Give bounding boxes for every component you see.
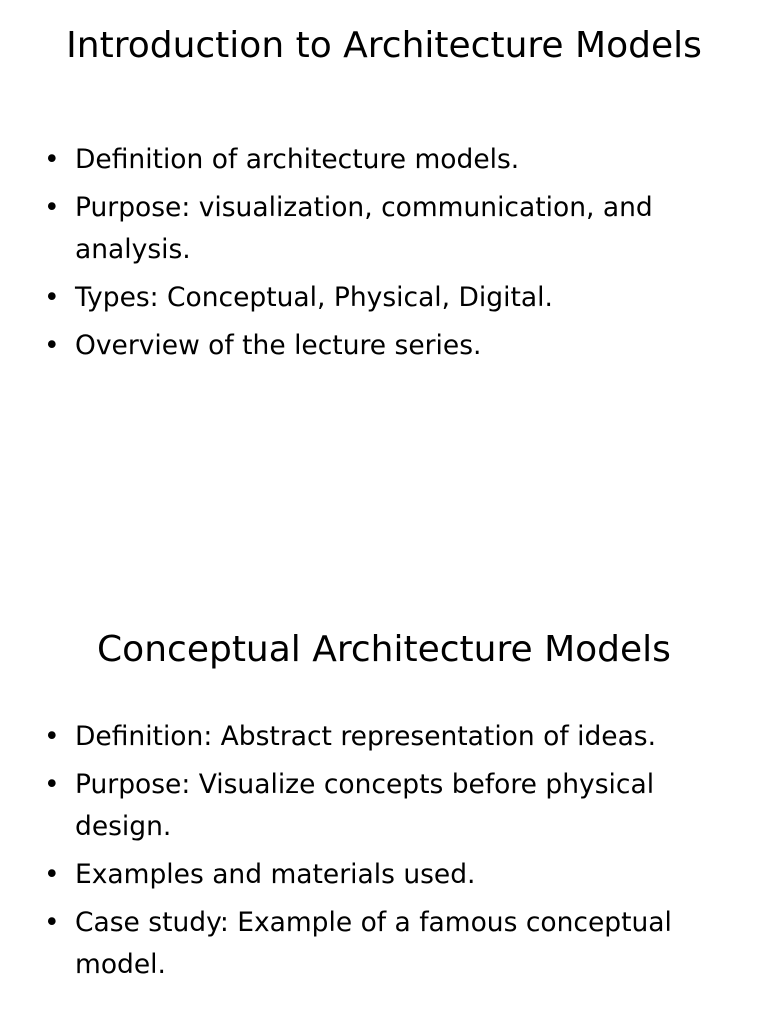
bullet-text: Overview of the lecture series.: [75, 330, 482, 361]
slide-2-title: Conceptual Architecture Models: [97, 629, 671, 670]
bullet-icon: •: [44, 144, 60, 175]
slide-2-bullet-2: [44, 764, 734, 848]
slide-2-bullet-1: [44, 716, 734, 758]
bullet-icon: •: [44, 192, 60, 223]
bullet-icon: •: [44, 859, 60, 890]
bullet-icon: •: [44, 769, 60, 800]
bullet-text: Types: Conceptual, Physical, Digital.: [75, 282, 553, 313]
bullet-icon: •: [44, 907, 60, 938]
bullet-icon: •: [44, 282, 60, 313]
slide-1-bullet-list: [44, 139, 734, 373]
bullet-text: Purpose: Visualize concepts before physical design.: [75, 769, 655, 842]
slide-1-bullet-1: [44, 139, 734, 181]
bullet-icon: •: [44, 721, 60, 752]
slide-1-bullet-3: [44, 277, 734, 319]
bullet-text: Purpose: visualization, communication, and analysis.: [75, 192, 653, 265]
bullet-icon: •: [44, 330, 60, 361]
slide-1-bullet-2: [44, 187, 734, 271]
slide-1-bullet-4: [44, 325, 734, 367]
slide-2-bullet-4: [44, 902, 734, 986]
slide-2: [0, 512, 768, 1024]
slide-2-bullet-list: [44, 716, 734, 992]
bullet-text: Definition of architecture models.: [75, 144, 520, 175]
bullet-text: Case study: Example of a famous conceptual model.: [75, 907, 672, 980]
bullet-text: Definition: Abstract representation of ideas.: [75, 721, 657, 752]
bullet-text: Examples and materials used.: [75, 859, 476, 890]
slide-2-bullet-3: [44, 854, 734, 896]
slide-1-title: Introduction to Architecture Models: [66, 25, 702, 66]
